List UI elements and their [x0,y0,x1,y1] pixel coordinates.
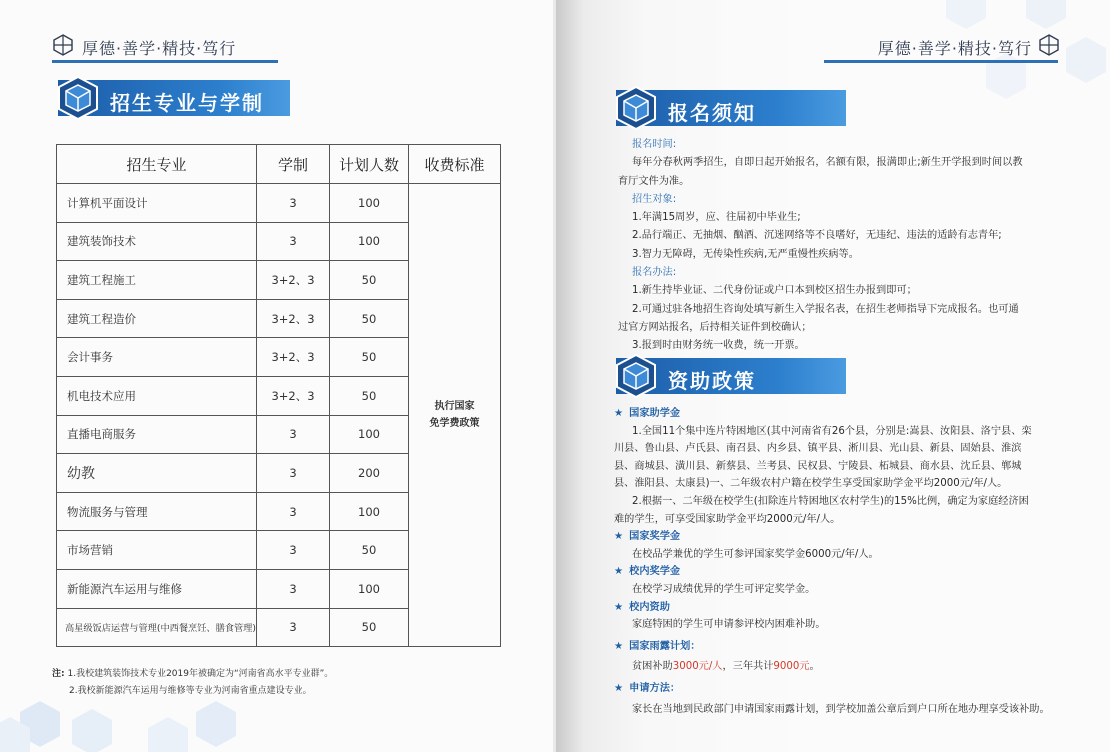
count-cell: 50 [330,531,409,570]
school-scholarship-title: 校内奖学金 [629,566,681,578]
duration-cell: 3+2、3 [257,261,330,300]
registration-info [618,136,1088,356]
target-label: 招生对象: [632,193,677,205]
header-duration: 学制 [257,145,330,184]
major-cell: 物流服务与管理 [57,492,257,531]
major-cell: 机电技术应用 [57,376,257,415]
major-cell: 建筑工程施工 [57,261,257,300]
rain-title-row [614,638,1094,656]
duration-cell: 3 [257,454,330,493]
time-label: 报名时间: [632,139,677,150]
star-icon: ★ [614,601,624,613]
duration-cell: 3 [257,531,330,570]
school-scholarship-title-row [614,563,1094,581]
section-title: 资助政策 [668,369,756,393]
scholarship-text: 在校品学兼优的学生可参评国家奖学金6000元/年/人。 [632,548,879,560]
school-aid-title-row [614,599,1094,617]
grant-2a: 2.根据一、二年级在校学生(扣除连片特困地区农村学生)的15%比例，确定为家庭经济困 [632,495,1029,507]
school-aid-title: 校内资助 [629,601,670,613]
duration-cell: 3 [257,608,330,647]
grant-1d: 县、淮阳县、太康县)一、二年级农村户籍在校学生享受国家助学金平均2000元/年/人。 [614,478,1008,490]
time-text-1: 每年分春秋两季招生，自即日起开始报名，名额有限，报满即止;新生开学报到时间以教 [632,157,1023,169]
section-title-bar [58,80,290,116]
fee-cell [409,184,501,647]
funding-policy [614,405,1094,718]
method-label: 报名办法: [632,267,677,279]
apply-title-row [614,680,1094,698]
section-title-bar [616,90,846,126]
apply-title: 申请方法： [629,682,681,694]
grant-1b: 川县、鲁山县、卢氏县、南召县、内乡县、镇平县、淅川县、光山县、新县、固始县、淮滨 [614,443,1022,455]
duration-cell: 3+2、3 [257,299,330,338]
grant-2b: 难的学生，可享受国家助学金平均2000元/年/人。 [614,513,841,525]
enrollment-table [56,144,501,647]
decorative-hexagons [0,692,340,752]
count-cell: 50 [330,376,409,415]
motto-left: 厚德·善学·精技·笃行 [82,39,237,58]
method-2b: 过官方网站报名，后持相关证件到校确认； [618,321,812,333]
major-cell: 幼教 [57,454,257,493]
target-3: 3.智力无障碍，无传染性疾病,无严重慢性疾病等。 [632,248,859,260]
major-cell: 建筑工程造价 [57,299,257,338]
scholarship-title-row [614,528,1094,546]
major-cell: 市场营销 [57,531,257,570]
target-1: 1.年满15周岁，应、往届初中毕业生; [632,212,801,224]
left-page [0,0,553,752]
duration-cell: 3 [257,492,330,531]
method-2a: 2.可通过驻各地招生咨询处填写新生入学报名表，在招生老师指导下完成报名。也可通 [632,303,1019,315]
school-aid-text: 家庭特困的学生可申请参评校内困难补助。 [632,619,826,631]
star-icon: ★ [614,640,624,652]
count-cell: 50 [330,299,409,338]
duration-cell: 3+2、3 [257,338,330,377]
count-cell: 100 [330,569,409,608]
grant-1a: 1.全国11个集中连片特困地区(其中河南省有26个县，分别是:嵩县、汝阳县、洛宁县、栾 [632,425,1032,437]
table-header-row [57,145,501,184]
count-cell: 50 [330,338,409,377]
method-3: 3.报到时由财务统一收费，统一开票。 [632,340,805,352]
major-cell: 直播电商服务 [57,415,257,454]
rain-prefix: 贫困补助 [632,661,673,673]
major-cell: 建筑装饰技术 [57,222,257,261]
count-cell: 100 [330,222,409,261]
section-title: 招生专业与学制 [110,91,264,115]
rain-suffix: 。 [809,661,820,673]
school-scholarship-text: 在校学习成绩优异的学生可评定奖学金。 [632,583,816,595]
right-page [556,0,1110,752]
count-cell: 100 [330,184,409,223]
rain-amount-2: 9000元 [773,661,810,673]
count-cell: 100 [330,415,409,454]
time-text-2: 育厅文件为准。 [618,175,690,187]
major-cell: 会计事务 [57,338,257,377]
method-1: 1.新生持毕业证、二代身份证或户口本到校区招生办报到即可； [632,285,917,297]
duration-cell: 3 [257,184,330,223]
duration-cell: 3 [257,569,330,608]
rain-amount-1: 3000元/人 [672,661,723,673]
rain-title: 国家雨露计划： [629,640,701,652]
grant-title-row [614,405,1094,423]
section-title-bar [616,358,846,394]
star-icon: ★ [614,682,624,694]
header-major: 招生专业 [57,145,257,184]
count-cell: 50 [330,608,409,647]
note-1: 1.我校建筑装饰技术专业2019年被确定为“河南省高水平专业群”。 [67,669,334,679]
grant-1c: 县、商城县、潢川县、新蔡县、兰考县、民权县、宁陵县、柘城县、商水县、沈丘县、郸城 [614,460,1022,472]
cube-icon [56,75,100,121]
count-cell: 50 [330,261,409,300]
duration-cell: 3+2、3 [257,376,330,415]
count-cell: 100 [330,492,409,531]
major-cell: 新能源汽车运用与维修 [57,569,257,608]
fee-line-2: 免学费政策 [429,418,480,430]
table-row [57,184,501,223]
header-fee: 收费标准 [409,145,501,184]
cube-icon [614,85,658,131]
major-cell: 高星级饭店运营与管理(中西餐烹饪、膳食管理) [57,608,257,647]
school-logo-icon [52,34,74,56]
major-cell: 计算机平面设计 [57,184,257,223]
apply-text: 家长在当地到民政部门申请国家雨露计划，到学校加盖公章后到户口所在地办理享受该补助。 [632,703,1050,715]
header-count: 计划人数 [330,145,409,184]
target-2: 2.品行端正、无抽烟、酗酒、沉迷网络等不良嗜好，无违纪、违法的适龄有志青年; [632,230,1002,242]
star-icon: ★ [614,408,624,419]
header-rule-left [52,60,278,63]
duration-cell: 3 [257,222,330,261]
section-title: 报名须知 [668,101,756,125]
rain-text [614,658,1094,676]
school-logo-icon [1038,34,1060,56]
cube-icon [614,353,658,399]
star-icon: ★ [614,531,624,543]
rain-middle: ，三年共计 [722,661,774,673]
motto-right: 厚德·善学·精技·笃行 [877,39,1032,58]
fee-line-1: 执行国家 [434,401,475,413]
scholarship-title: 国家奖学金 [629,531,681,543]
grant-title: 国家助学金 [629,408,681,419]
star-icon: ★ [614,566,624,578]
header-rule-right [824,60,1058,63]
duration-cell: 3 [257,415,330,454]
note-2: 2.我校新能源汽车运用与维修等专业为河南省重点建设专业。 [69,686,312,696]
notes-label: 注: [52,669,65,679]
count-cell: 200 [330,454,409,493]
